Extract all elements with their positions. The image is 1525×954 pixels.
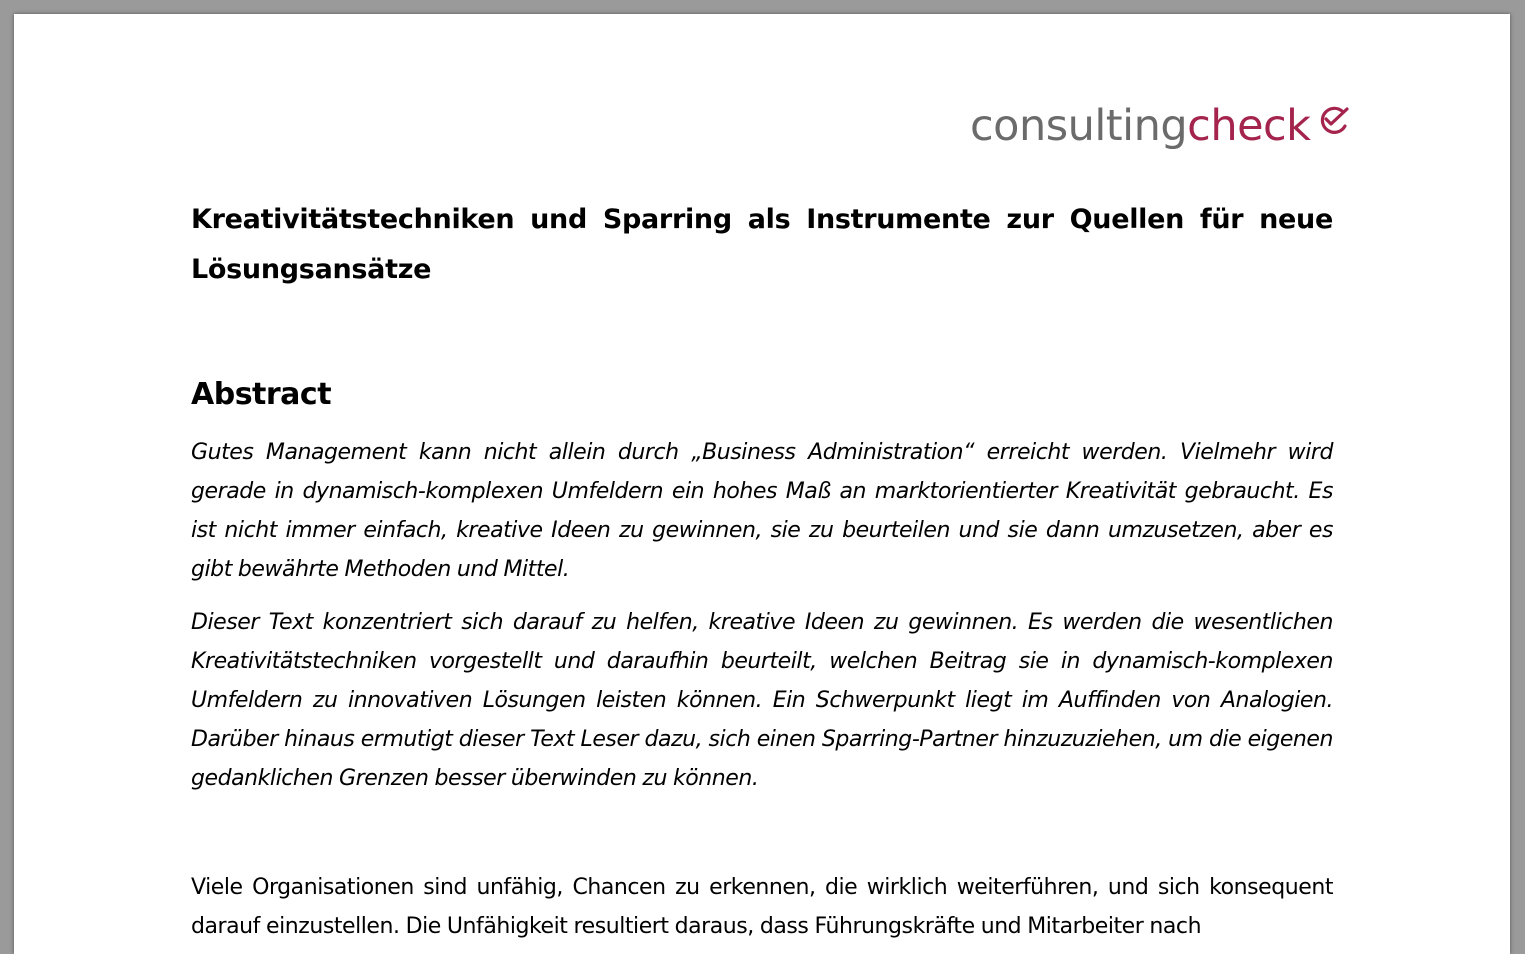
logo-text-consulting: consulting	[970, 101, 1188, 151]
abstract-paragraph-1: Gutes Management kann nicht allein durch „Business Administration“ erreicht werden. Vielmehr wird gerade in dynamisch-komplexen Umfeldern ein hohes Maß an marktorientierter Kreativität gebraucht. Es ist nicht immer einfach, kreative Ideen zu gewinnen, sie zu beurteilen und sie dann umzusetzen, aber es gibt bewährte Methoden und Mittel.	[191, 440, 1333, 582]
abstract-heading: Abstract	[191, 377, 332, 412]
abstract-paragraph-2: Dieser Text konzentriert sich darauf zu helfen, kreative Ideen zu gewinnen. Es werden die wesentlichen Kreativitätstechniken vorgestellt und daraufhin beurteilt, welchen Beitrag sie in dynamisch-komplexen Umfeldern zu innovativen Lösungen leisten können. Ein Schwerpunkt liegt im Auffinden von Analogien. Darüber hinaus ermutigt dieser Text Leser dazu, sich einen Sparring-Partner hinzuzuziehen, um die eigenen gedanklichen Grenzen besser überwinden zu können.	[191, 610, 1333, 791]
consultingcheck-logo	[970, 94, 1351, 158]
document-content	[191, 195, 1333, 946]
logo-text-check: check	[1187, 101, 1311, 151]
check-swoosh-icon	[1315, 102, 1351, 138]
body-paragraph: Viele Organisationen sind unfähig, Chancen zu erkennen, die wirklich weiterführen, und sich konsequent darauf einzustellen. Die Unfähigkeit resultiert daraus, dass Führungskräfte und Mitarbeiter nach	[191, 875, 1333, 939]
document-title: Kreativitätstechniken und Sparring als Instrumente zur Quellen für neue Lösungsansätze	[191, 204, 1333, 285]
document-page	[14, 14, 1510, 954]
